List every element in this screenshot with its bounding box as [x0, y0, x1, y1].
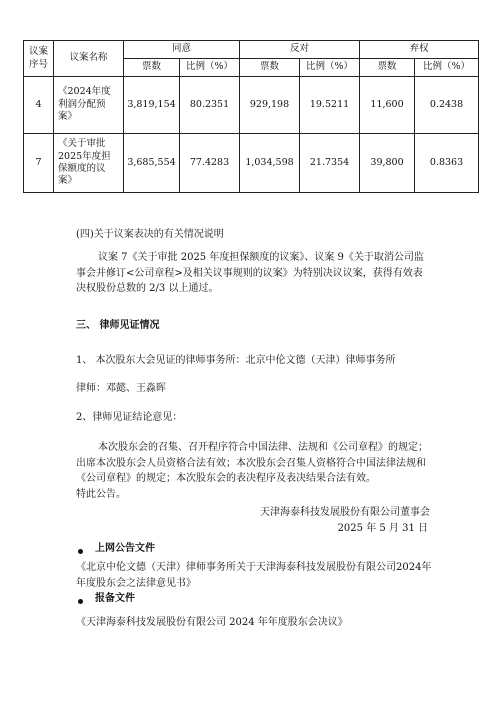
filing-docs-item: 《天津海泰科技发展股份有限公司 2024 年年度股东会决议》	[76, 617, 348, 628]
cell-oppose-votes: 929,198	[240, 77, 300, 134]
cell-oppose-ratio: 19.5211	[300, 77, 360, 134]
subheader-ratio: 比例（%）	[180, 59, 240, 77]
subheader-ratio: 比例（%）	[300, 59, 360, 77]
header-proposal-no: 议案序号	[24, 41, 54, 77]
section-3-heading: 三、 律师见证情况	[76, 320, 160, 331]
online-docs-item: 《北京中伦文德（天津）律师事务所关于天津海泰科技发展股份有限公司2024年年度股东会之法律意见书》	[76, 562, 432, 589]
header-proposal-name: 议案名称	[54, 41, 124, 77]
table-row	[24, 134, 479, 193]
signature-date: 2025 年 5 月 31 日	[337, 523, 428, 534]
signature-org: 天津海泰科技发展股份有限公司董事会	[260, 507, 430, 518]
cell-abstain-votes: 39,800	[360, 134, 415, 193]
cell-oppose-ratio: 21.7354	[300, 134, 360, 193]
header-abstain: 弃权	[360, 41, 479, 59]
cell-abstain-ratio: 0.2438	[415, 77, 479, 134]
subheader-votes: 票数	[124, 59, 180, 77]
opinion-heading: 2、律师见证结论意见：	[76, 412, 183, 423]
filing-docs-heading: 报备文件	[95, 593, 135, 604]
cell-agree-votes: 3,819,154	[124, 77, 180, 134]
cell-no: 7	[24, 134, 54, 193]
section-4-body: 议案 7《关于审批 2025 年度担保额度的议案》、议案 9《关于取消公司监事会并修订<公司章程>及相关议事规则的议案》为特别决议议案，获得有效表决权股份总数的 2/3 以上通过。	[76, 252, 424, 294]
subheader-ratio: 比例（%）	[415, 59, 479, 77]
cell-agree-ratio: 77.4283	[180, 134, 240, 193]
bullet-icon	[78, 599, 83, 604]
bullet-icon	[78, 549, 83, 554]
lawyers-line: 律师：邓懿、王淼晖	[76, 383, 166, 394]
voting-results-table	[23, 40, 479, 193]
table-header-row	[24, 41, 479, 59]
lawyer-conclusion: 本次股东会的召集、召开程序符合中国法律、法规和《公司章程》的规定；出席本次股东会人员资格合法有效；本次股东会召集人资格符合中国法律法规和《公司章程》的规定；本次股东会的表决程序及表决结果合法有效。	[76, 442, 428, 484]
header-agree: 同意	[124, 41, 240, 59]
cell-abstain-ratio: 0.8363	[415, 134, 479, 193]
cell-no: 4	[24, 77, 54, 134]
section-4-heading: (四)关于议案表决的有关情况说明	[76, 229, 224, 240]
subheader-votes: 票数	[360, 59, 415, 77]
law-firm-line: 1、 本次股东大会见证的律师事务所：北京中伦文德（天津）律师事务所	[76, 355, 396, 366]
cell-name: 《2024年度利润分配预案》	[54, 77, 124, 134]
online-docs-heading: 上网公告文件	[95, 543, 155, 554]
cell-name: 《关于审批2025年度担保额度的议案》	[54, 134, 124, 193]
subheader-votes: 票数	[240, 59, 300, 77]
cell-agree-ratio: 80.2351	[180, 77, 240, 134]
cell-oppose-votes: 1,034,598	[240, 134, 300, 193]
table-row	[24, 77, 479, 134]
cell-abstain-votes: 11,600	[360, 77, 415, 134]
closing-statement: 特此公告。	[76, 489, 126, 500]
header-oppose: 反对	[240, 41, 360, 59]
cell-agree-votes: 3,685,554	[124, 134, 180, 193]
